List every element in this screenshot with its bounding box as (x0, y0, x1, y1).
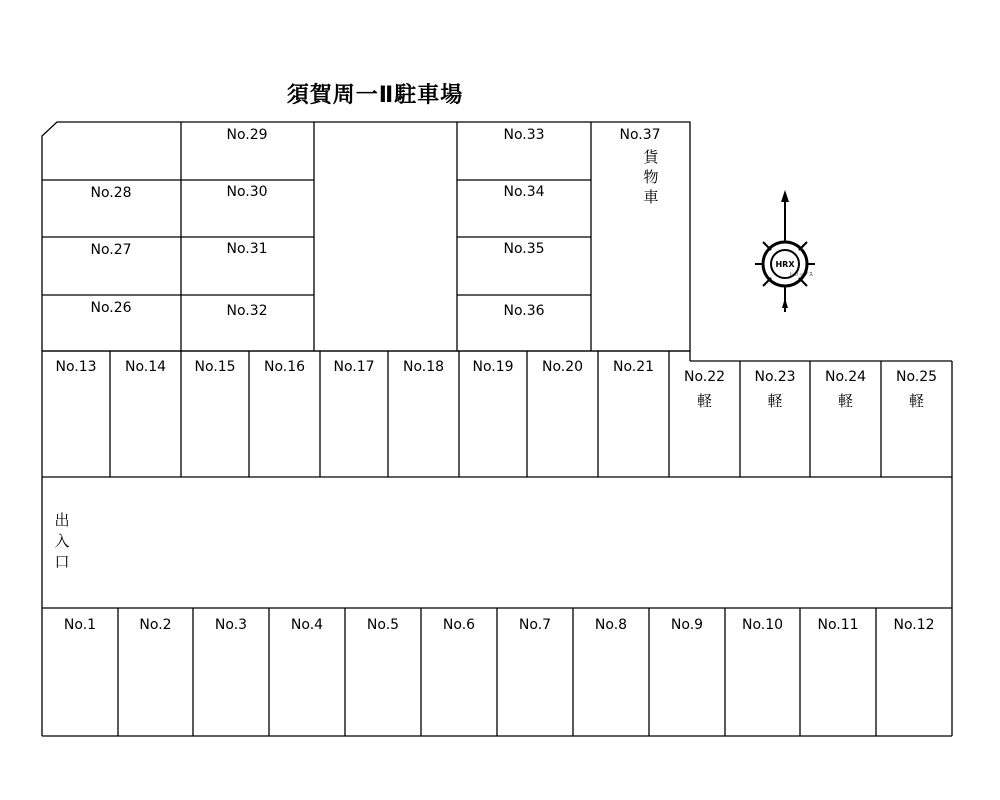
space-label-kei-4: No.25 (895, 369, 938, 385)
entrance-label-char: 入 (54, 532, 70, 550)
space-label-bottom-9: No.9 (670, 617, 704, 633)
space-label-top-left-3: No.26 (90, 300, 132, 316)
space-label-bottom-11: No.11 (817, 617, 859, 633)
space-label-top-left-2: No.27 (90, 242, 132, 258)
space-label-col2-3: No.31 (226, 241, 268, 257)
space-type-kei-4: 軽 (908, 392, 925, 410)
space-label-bottom-10: No.10 (741, 617, 784, 633)
truck-label-char: 貨 (643, 148, 659, 166)
space-label-middle-1: No.13 (55, 359, 97, 375)
space-label-bottom-7: No.7 (518, 617, 552, 633)
entrance-label-char: 口 (54, 553, 70, 571)
truck-label-char: 車 (643, 188, 659, 206)
space-label-middle-2: No.14 (124, 359, 167, 375)
space-label-middle-6: No.18 (402, 359, 445, 375)
space-label-kei-3: No.24 (824, 369, 867, 385)
space-label-col2-4: No.32 (226, 303, 268, 319)
space-label-col3-2: No.34 (503, 184, 545, 200)
space-label-col2-1: No.29 (226, 127, 268, 143)
entrance-label-char: 出 (54, 511, 70, 529)
space-label-bottom-4: No.4 (290, 617, 324, 633)
space-label-bottom-12: No.12 (893, 617, 935, 633)
truck-label-char: 物 (643, 168, 659, 186)
space-label-col3-4: No.36 (503, 303, 545, 319)
space-type-kei-3: 軽 (837, 392, 854, 410)
space-label-bottom-6: No.6 (442, 617, 476, 633)
space-label-middle-5: No.17 (333, 359, 375, 375)
space-label-bottom-3: No.3 (214, 617, 248, 633)
space-label-kei-2: No.23 (754, 369, 796, 385)
space-type-kei-1: 軽 (696, 392, 713, 410)
compass-logo-text: HRX (775, 260, 795, 269)
space-label-col3-3: No.35 (503, 241, 545, 257)
space-label-middle-7: No.19 (472, 359, 514, 375)
space-label-bottom-5: No.5 (366, 617, 400, 633)
space-label-kei-1: No.22 (683, 369, 726, 385)
space-label-col3-1: No.33 (503, 127, 545, 143)
space-label-col2-2: No.30 (226, 184, 268, 200)
space-labels (54, 127, 937, 633)
space-label-bottom-8: No.8 (594, 617, 628, 633)
space-type-kei-2: 軽 (767, 392, 783, 410)
north-arrow-compass-icon (755, 190, 815, 312)
space-label-top-left-1: No.28 (90, 185, 132, 201)
space-label-middle-4: No.16 (263, 359, 306, 375)
space-label-bottom-1: No.1 (63, 617, 97, 633)
space-label-middle-8: No.20 (541, 359, 584, 375)
page-title: 須賀周一Ⅱ駐車場 (286, 83, 464, 108)
compass-brand-text: ヒロックス (788, 272, 814, 278)
space-label-bottom-2: No.2 (139, 617, 172, 633)
space-label-truck: No.37 (619, 127, 661, 143)
lot-lines (42, 122, 952, 736)
space-label-middle-9: No.21 (612, 359, 655, 375)
space-label-middle-3: No.15 (194, 359, 236, 375)
